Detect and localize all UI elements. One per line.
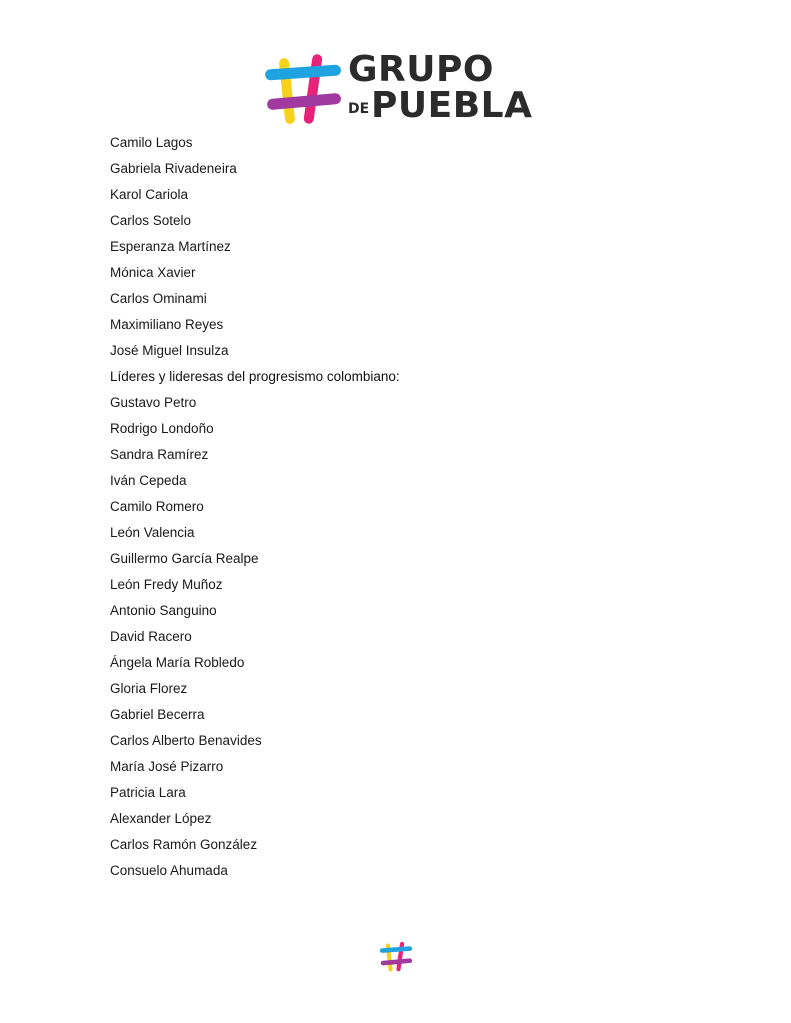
logo-text-de: DE: [348, 101, 370, 117]
list-item: León Fredy Muñoz: [110, 577, 223, 592]
names-list: [110, 133, 710, 887]
list-item: José Miguel Insulza: [110, 343, 229, 358]
list-item: Carlos Ominami: [110, 291, 207, 306]
logo-text-grupo: GRUPO: [348, 49, 494, 90]
header-logo: [263, 50, 533, 130]
footer-logo-icon: [379, 940, 413, 974]
list-item: Carlos Ramón González: [110, 837, 258, 852]
list-item: María José Pizarro: [110, 759, 224, 774]
list-item: Gustavo Petro: [110, 395, 197, 410]
list-item: Patricia Lara: [110, 785, 186, 800]
list-item: Camilo Lagos: [110, 135, 193, 150]
list-item: Antonio Sanguino: [110, 603, 217, 618]
list-item: Rodrigo Londoño: [110, 421, 214, 436]
list-item: Gloria Florez: [110, 681, 188, 696]
list-item: Ángela María Robledo: [110, 655, 245, 670]
list-item: Consuelo Ahumada: [110, 863, 228, 878]
list-item: León Valencia: [110, 525, 195, 540]
list-item: Maximiliano Reyes: [110, 317, 224, 332]
logo-text-puebla: PUEBLA: [371, 85, 533, 126]
list-item: Gabriela Rivadeneira: [110, 161, 237, 176]
list-item: Esperanza Martínez: [110, 239, 231, 254]
list-item: Guillermo García Realpe: [110, 551, 259, 566]
list-item: Gabriel Becerra: [110, 707, 205, 722]
list-item: David Racero: [110, 629, 192, 644]
list-item: Camilo Romero: [110, 499, 204, 514]
list-item: Carlos Alberto Benavides: [110, 733, 262, 748]
list-item: Alexander López: [110, 811, 212, 826]
list-item: Karol Cariola: [110, 187, 189, 202]
list-item: Carlos Sotelo: [110, 213, 192, 228]
list-item: Sandra Ramírez: [110, 447, 209, 462]
grupo-puebla-hash-logo-icon: [263, 50, 343, 130]
section-heading: Líderes y lideresas del progresismo colombiano:: [110, 369, 400, 384]
list-item: Iván Cepeda: [110, 473, 187, 488]
list-item: Mónica Xavier: [110, 265, 196, 280]
